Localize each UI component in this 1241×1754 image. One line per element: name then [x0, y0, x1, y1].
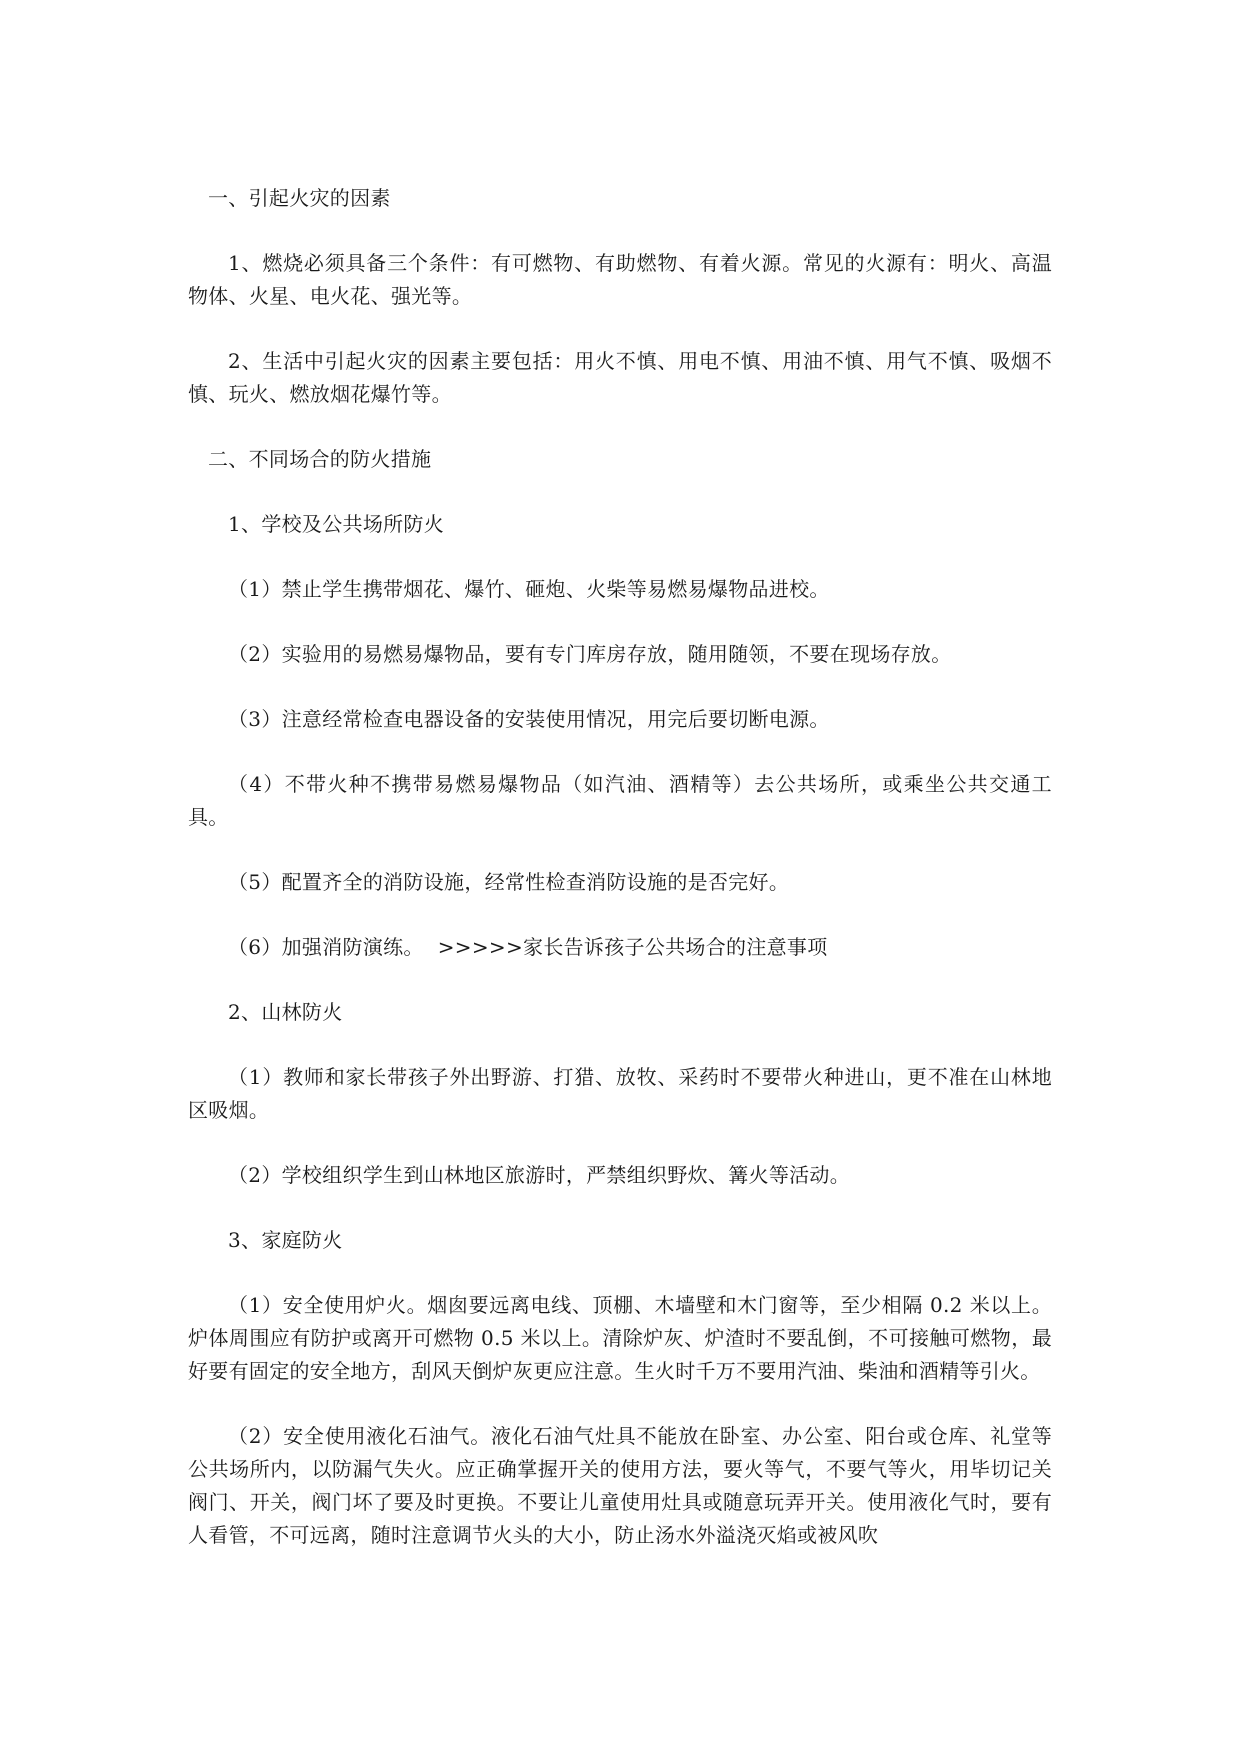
list-item-school-6-text: （6）加强消防演练。 — [228, 935, 424, 959]
list-item-school-5: （5）配置齐全的消防设施，经常性检查消防设施的是否完好。 — [228, 870, 790, 894]
list-item-home-2: （2）安全使用液化石油气。液化石油气灶具不能放在卧室、办公室、阳台或仓库、礼堂等公共场所内，以防漏气失火。应正确掌握开关的使用方法，要火等气，不要气等火，用毕切记关阀门、开关，阀门坏了要及时更换。不要让儿童使用灶具或随意玩弄开关。使用液化气时，要有人看管，不可远离，随时注意调节火头的大小，防止汤水外溢浇灭焰或被风吹 — [188, 1424, 1052, 1547]
list-item-school-6 — [188, 931, 1052, 964]
subheading-forest-fire: 2、山林防火 — [228, 1000, 343, 1024]
subheading-home-fire: 3、家庭防火 — [228, 1228, 343, 1252]
list-item-forest-1: （1）教师和家长带孩子外出野游、打猎、放牧、采药时不要带火种进山，更不准在山林地区吸烟。 — [188, 1065, 1052, 1122]
list-item-school-4: （4）不带火种不携带易燃易爆物品（如汽油、酒精等）去公共场所，或乘坐公共交通工具。 — [188, 772, 1052, 829]
section-heading-measures: 二、不同场合的防火措施 — [208, 447, 432, 471]
list-item-forest-2: （2）学校组织学生到山林地区旅游时，严禁组织野炊、篝火等活动。 — [228, 1163, 851, 1187]
list-item-home-1: （1）安全使用炉火。烟囱要远离电线、顶棚、木墙壁和木门窗等，至少相隔 0.2 米以上。炉体周围应有防护或离开可燃物 0.5 米以上。清除炉灰、炉渣时不要乱倒，不可接触可燃物，最好要有固定的安全地方，刮风天倒炉灰更应注意。生火时千万不要用汽油、柴油和酒精等引火。 — [188, 1293, 1052, 1383]
related-article-link[interactable]: >>>>>家长告诉孩子公共场合的注意事项 — [437, 935, 828, 959]
list-item-school-1: （1）禁止学生携带烟花、爆竹、砸炮、火柴等易燃易爆物品进校。 — [228, 577, 830, 601]
list-item-school-2: （2）实验用的易燃易爆物品，要有专门库房存放，随用随领，不要在现场存放。 — [228, 642, 952, 666]
paragraph-combustion-conditions: 1、燃烧必须具备三个条件：有可燃物、有助燃物、有着火源。常见的火源有：明火、高温物体、火星、电火花、强光等。 — [188, 251, 1052, 308]
section-heading-causes: 一、引起火灾的因素 — [208, 186, 391, 210]
list-item-school-3: （3）注意经常检查电器设备的安装使用情况，用完后要切断电源。 — [228, 707, 830, 731]
document-body — [188, 182, 1052, 1552]
subheading-school-fire: 1、学校及公共场所防火 — [228, 512, 445, 536]
paragraph-fire-causes: 2、生活中引起火灾的因素主要包括：用火不慎、用电不慎、用油不慎、用气不慎、吸烟不慎、玩火、燃放烟花爆竹等。 — [188, 349, 1052, 406]
